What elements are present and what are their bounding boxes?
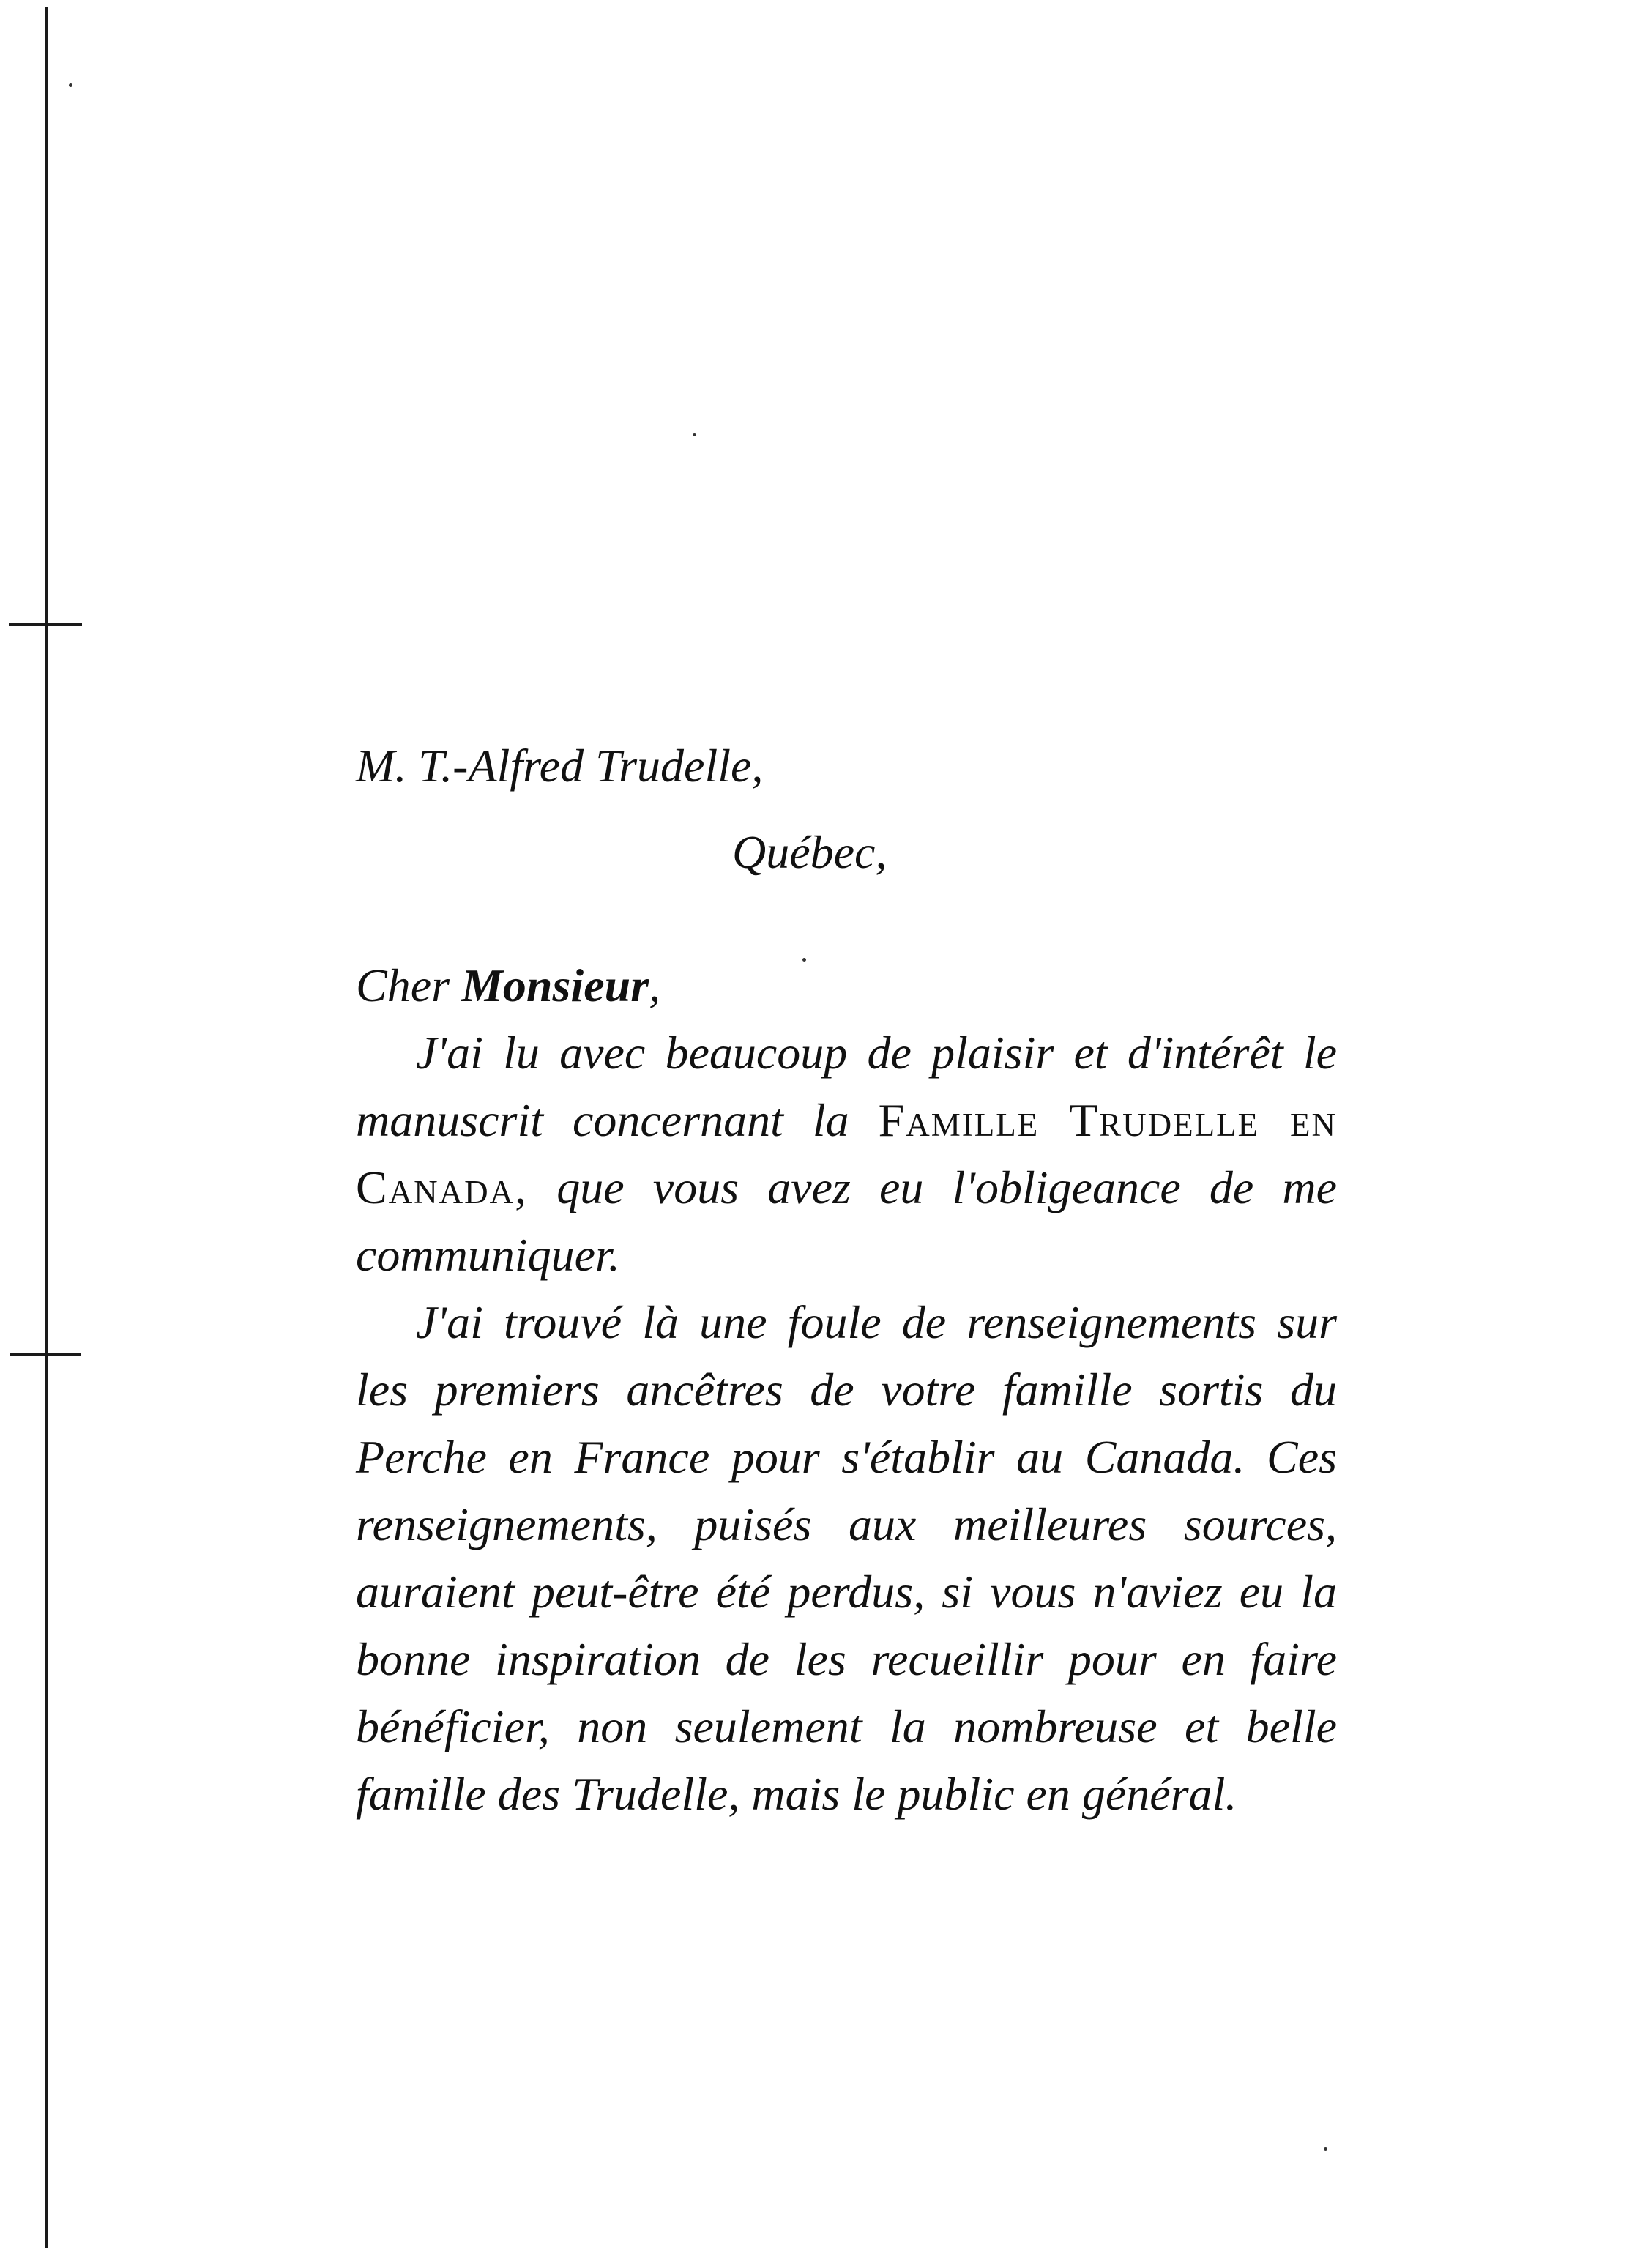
letter-body: [356, 1019, 1337, 1828]
salutation-word: Monsieur: [461, 959, 649, 1011]
paragraph-1-text-b: que vous avez eu l'obligeance de me communiquer.: [356, 1161, 1337, 1281]
margin-tick-mark: [9, 623, 82, 626]
scan-speck: [693, 433, 696, 436]
book-title-small-caps: Famille Trudelle en Canada,: [356, 1094, 1338, 1213]
salutation-prefix: Cher: [356, 959, 450, 1011]
binding-margin-line: [45, 7, 48, 2248]
scan-speck: [69, 83, 72, 87]
recipient-name: M. T.-Alfred Trudelle,: [356, 740, 764, 792]
scan-speck: [802, 958, 806, 962]
recipient-city: Québec,: [732, 826, 887, 878]
salutation-suffix: ,: [649, 959, 661, 1011]
paragraph-1: [356, 1019, 1337, 1289]
salutation: [356, 952, 660, 1019]
margin-tick-mark: [10, 1353, 81, 1356]
paragraph-1-text-a: J'ai lu avec beaucoup de plaisir et d'intérêt le manuscrit concernant la: [356, 1027, 1337, 1146]
paragraph-2: J'ai trouvé là une foule de renseignements sur les premiers ancêtres de votre famille sortis du Perche en France pour s'établir au Canada. Ces renseignements, puisés aux meilleures sources, auraient peut-être été perdus, si vous n'aviez eu la bonne inspiration de les recueillir pour en faire bénéficier, non seulement la nombreuse et belle famille des Trudelle, mais le public en général.: [356, 1296, 1337, 1820]
scan-speck: [1324, 2147, 1327, 2151]
